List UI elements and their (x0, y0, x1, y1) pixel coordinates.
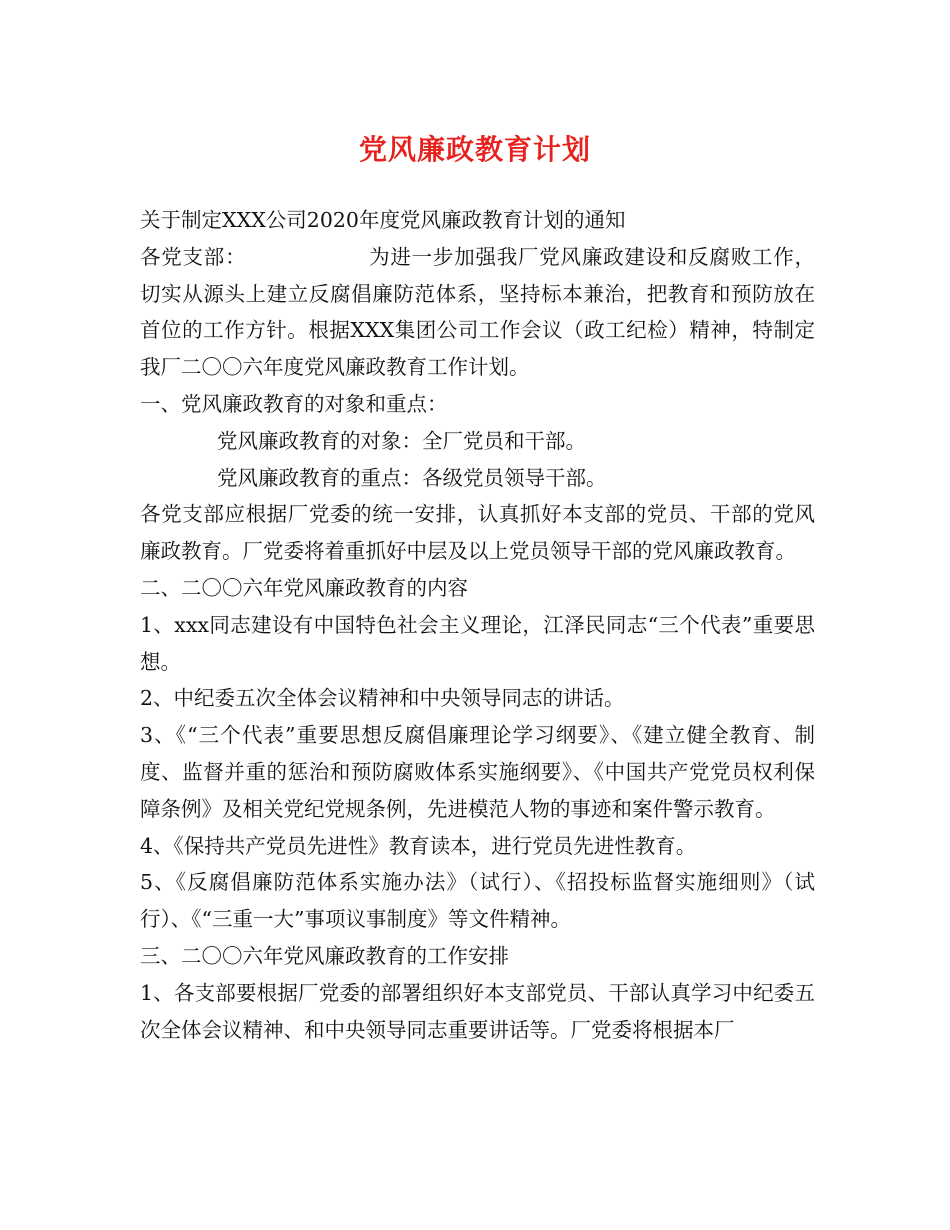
document-body (140, 202, 815, 1048)
focus-paragraph: 党风廉政教育的重点：各级党员领导干部。 (217, 465, 607, 490)
list-item-5: 5、《反腐倡廉防范体系实施办法》（试行）、《招投标监督实施细则》（试行）、《“三重一大”事项议事制度》等文件精神。 (140, 870, 815, 932)
section-heading-2: 二、二〇〇六年党风廉政教育的内容 (140, 575, 468, 600)
document-title: 党风廉政教育计划 (358, 133, 591, 166)
section-heading-1: 一、党风廉政教育的对象和重点： (140, 391, 448, 416)
body-paragraph: 各党支部应根据厂党委的统一安排，认真抓好本支部的党员、干部的党风廉政教育。厂党委将着重抓好中层及以上党员领导干部的党风廉政教育。 (140, 502, 815, 564)
target-paragraph: 党风廉政教育的对象：全厂党员和干部。 (217, 428, 586, 453)
intro-text: 为进一步加强我厂党风廉政建设和反腐败工作，切实从源头上建立反腐倡廉防范体系，坚持标本兼治，把教育和预防放在首位的工作方针。根据XXX集团公司工作会议（政工纪检）精神，特制定我厂二〇〇六年度党风廉政教育工作计划。 (140, 244, 816, 380)
notice-heading: 关于制定XXX公司2020年度党风廉政教育计划的通知 (140, 208, 626, 232)
arrangement-item-1: 1、各支部要根据厂党委的部署组织好本支部党员、干部认真学习中纪委五次全体会议精神、和中央领导同志重要讲话等。厂党委将根据本厂 (140, 980, 815, 1042)
list-item-3: 3、《“三个代表”重要思想反腐倡廉理论学习纲要》、《建立健全教育、制度、监督并重的惩治和预防腐败体系实施纲要》、《中国共产党党员权利保障条例》及相关党纪党规条例，先进模范人物的事迹和案件警示教育。 (140, 723, 815, 821)
list-item-1: 1、xxx同志建设有中国特色社会主义理论，江泽民同志“三个代表”重要思想。 (140, 612, 815, 674)
list-item-4: 4、《保持共产党员先进性》教育读本，进行党员先进性教育。 (140, 833, 697, 858)
list-item-2: 2、中纪委五次全体会议精神和中央领导同志的讲话。 (140, 686, 625, 711)
salutation: 各党支部： (140, 244, 247, 269)
section-heading-3: 三、二〇〇六年党风廉政教育的工作安排 (140, 943, 509, 968)
notice-intro (140, 239, 815, 386)
